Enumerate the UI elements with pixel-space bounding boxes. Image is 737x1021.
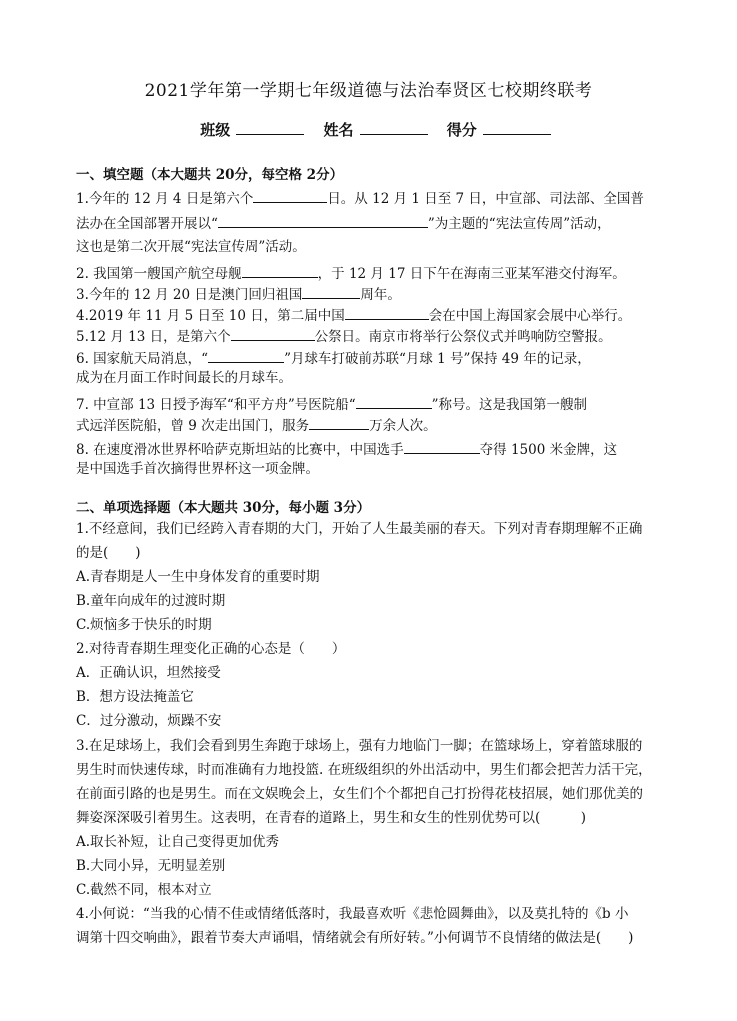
s2-line: A.青春期是人一生中身体发育的重要时期	[76, 569, 320, 585]
q7-text-d: 万余人次。	[369, 418, 437, 434]
q6-text-b: ”月球车打破前苏联“月球 1 号”保持 49 年的记录，	[284, 351, 591, 367]
q3-text-a: 3.今年的 12 月 20 日是澳门回归祖国	[76, 287, 303, 303]
q1-line3: 这也是第二次开展“宪法宣传周”活动。	[76, 239, 306, 255]
exam-title: 2021学年第一学期七年级道德与法治奉贤区七校期终联考	[144, 81, 593, 101]
q8-blank	[404, 438, 480, 454]
q3-text-b: 周年。	[360, 287, 401, 303]
q5-text-a: 5.12 月 13 日，是第六个	[76, 329, 231, 345]
q4-blank	[345, 304, 429, 320]
q1-blank1	[253, 187, 327, 203]
s2-line: 男生时而快速传球，时而准确有力地投篮. 在班级组织的外出活动中，男生们都会把苦力活干完，	[76, 762, 652, 778]
s2-line: 2.对待青春期生理变化正确的心态是（ ）	[76, 641, 346, 657]
q4-line	[76, 304, 676, 326]
q3-blank	[302, 283, 360, 299]
student-info-row	[0, 119, 737, 140]
q5-text-b: 公祭日。南京市将举行公祭仪式并鸣响防空警报。	[314, 329, 612, 345]
class-blank	[236, 120, 304, 135]
s2-line: C.截然不同，根本对立	[76, 882, 212, 898]
score-blank	[483, 120, 551, 135]
q7-text-b: ”称号。这是我国第一艘制	[431, 397, 588, 413]
s2-line: 4.小何说：“当我的心情不佳或情绪低落时，我最喜欢听《悲怆圆舞曲》，以及莫扎特的《b 小	[76, 906, 629, 922]
s2-line: C.烦恼多于快乐的时期	[76, 617, 212, 633]
s2-line: A.取长补短，让自己变得更加优秀	[76, 834, 280, 850]
q2-line	[76, 262, 676, 284]
q2-text-a: 2. 我国第一艘国产航空母舰	[76, 266, 242, 282]
s2-line: B．想方设法掩盖它	[76, 689, 194, 705]
q7-blank1	[356, 393, 432, 409]
q1-blank2	[218, 212, 428, 228]
s2-line: 1.不经意间，我们已经跨入青春期的大门，开始了人生最美丽的春天。下列对青春期理解不正确	[76, 521, 643, 537]
q7-blank2	[309, 414, 369, 430]
section2-heading: 二、单项选择题（本大题共 30分，每小题 3分）	[76, 500, 371, 516]
q1-text-a: 1.今年的 12 月 4 日是第六个	[76, 191, 254, 207]
score-label: 得分	[446, 121, 477, 139]
q2-text-b: ，于 12 月 17 日下午在海南三亚某军港交付海军。	[317, 266, 626, 282]
s2-line: B.大同小异，无明显差别	[76, 858, 226, 874]
q3-line	[76, 283, 676, 305]
q7-text-a: 7. 中宣部 13 日授予海军“和平方舟”号医院船“	[76, 397, 356, 413]
q5-line	[76, 325, 676, 347]
q4-text-a: 4.2019 年 11 月 5 日至 10 日，第二届中国	[76, 308, 345, 324]
q1-text-d: ”为主题的“宪法宣传周”活动，	[427, 216, 611, 232]
s2-line: 的是( )	[76, 545, 141, 561]
q6-blank	[208, 347, 284, 363]
q7-text-c: 式远洋医院船，曾 9 次走出国门，服务	[76, 418, 310, 434]
q7-line2	[76, 414, 676, 436]
q8-text-a: 8. 在速度滑冰世界杯哈萨克斯坦站的比赛中，中国选手	[76, 442, 404, 458]
s2-line: 舞姿深深吸引着男生。这表明，在青春的道路上，男生和女生的性别优势可以( )	[76, 810, 587, 826]
name-blank	[360, 120, 428, 135]
section1-heading: 一、填空题（本大题共 20分，每空格 2分）	[76, 167, 344, 183]
q6-line2: 成为在月面工作时间最长的月球车。	[76, 370, 292, 386]
q8-text-b: 夺得 1500 米金牌，这	[479, 442, 618, 458]
q1-line1	[76, 187, 676, 209]
s2-line: 调第十四交响曲》，跟着节奏大声诵唱，情绪就会有所好转。”小何调节不良情绪的做法是( )	[76, 930, 634, 946]
q7-line1	[76, 393, 676, 415]
s2-line: 3.在足球场上，我们会看到男生奔跑于球场上，强有力地临门一脚；在篮球场上，穿着篮球服的	[76, 738, 643, 754]
q1-text-c: 法办在全国部署开展以“	[76, 216, 218, 232]
q2-blank	[242, 262, 318, 278]
q1-text-b: 日。从 12 月 1 日至 7 日，中宣部、司法部、全国普	[327, 191, 644, 207]
q8-line1	[76, 438, 676, 460]
class-label: 班级	[200, 121, 231, 139]
q6-text-a: 6. 国家航天局消息，“	[76, 351, 209, 367]
q1-line2	[76, 212, 676, 234]
name-label: 姓名	[323, 121, 354, 139]
s2-line: A．正确认识，坦然接受	[76, 665, 221, 681]
s2-line: 在前面引路的也是男生。而在文娱晚会上，女生们个个都把自己打扮得花枝招展，她们那优美的	[76, 786, 643, 802]
q8-line2: 是中国选手首次摘得世界杯这一项金牌。	[76, 461, 319, 477]
s2-line: C．过分激动，烦躁不安	[76, 713, 222, 729]
q4-text-b: 会在中国上海国家会展中心举行。	[428, 308, 632, 324]
q5-blank	[231, 325, 315, 341]
q6-line1	[76, 347, 676, 369]
s2-line: B.童年向成年的过渡时期	[76, 593, 226, 609]
